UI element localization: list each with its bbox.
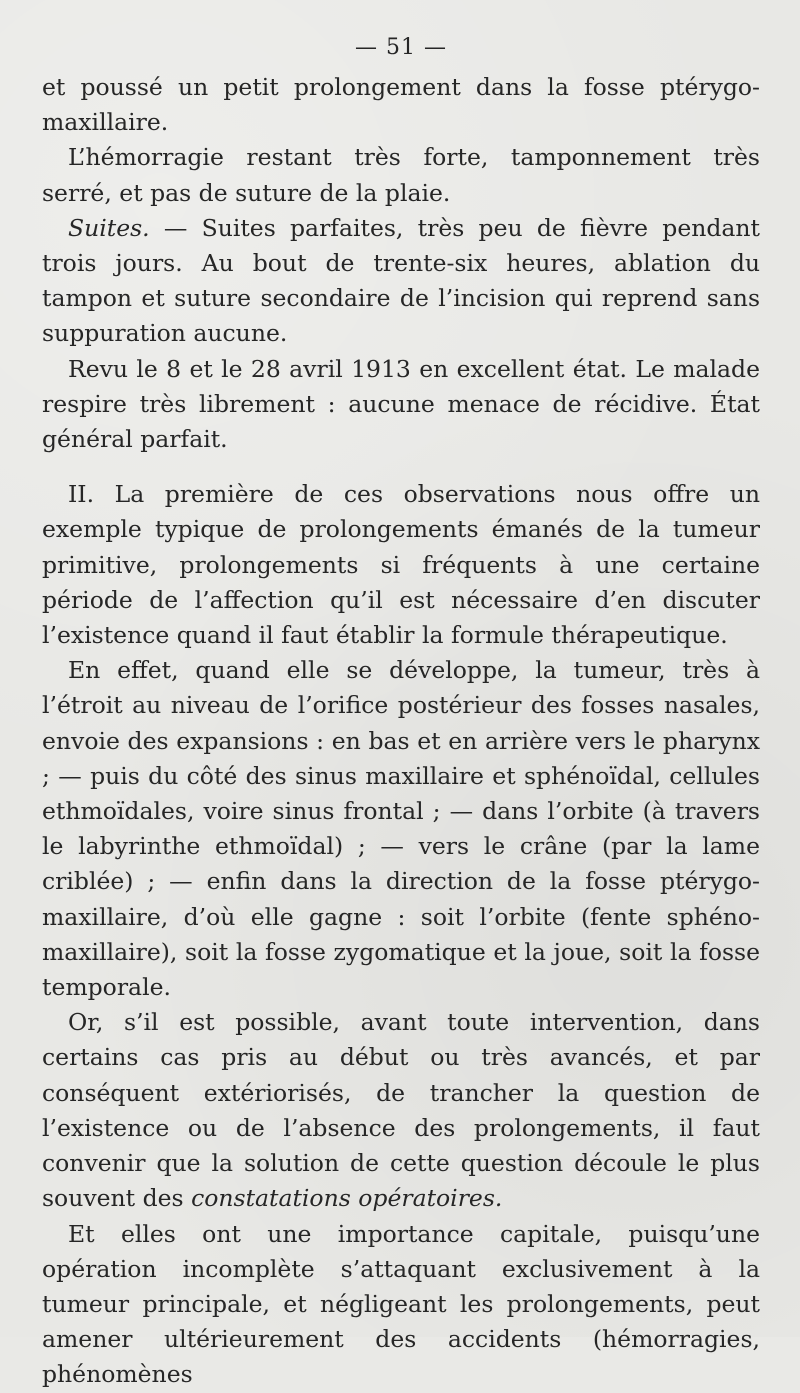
paragraph-1 — [42, 70, 760, 140]
paragraph-4-text: Revu le 8 et le 28 avril 1913 en excellent état. Le malade respire très librement : aucune menace de récidive. État général parfait. — [42, 354, 760, 454]
paragraph-2-text: L’hémorragie restant très forte, tamponnement très serré, et pas de suture de la plaie. — [42, 143, 760, 207]
page-number: — 51 — — [355, 35, 447, 60]
paragraph-6-text: En effet, quand elle se développe, la tumeur, très à l’étroit au niveau de l’orifice postérieur des fosses nasales, envoie des expansions : en bas et en arrière vers le pharynx ; — puis du côté des sinus maxillaire et sphénoïdal, cellules ethmoïdales, voire sinus frontal ; — dans l’orbite (à travers le labyrinthe ethmoïdal) ; — vers le crâne (par la lame criblée) ; — enfin dans la direction de la fosse ptérygo-maxillaire, d’où elle gagne : soit l’orbite (fente sphéno-maxillaire), soit la fosse zygomatique et la joue, soit la fosse temporale. — [42, 656, 760, 1002]
paragraph-1-text: et poussé un petit prolongement dans la fosse ptérygo-maxillaire. — [42, 73, 760, 137]
body-text — [42, 70, 760, 1393]
paragraph-4 — [42, 352, 760, 458]
paragraph-7 — [42, 1005, 760, 1216]
paragraph-7-text: Or, s’il est possible, avant toute intervention, dans certains cas pris au début ou très avancés, et par conséquent extériorisés, de trancher la question de l’existence ou de l’absence des prolongements, il faut convenir que la solution de cette question découle le plus souvent des — [42, 1008, 760, 1213]
paragraph-8 — [42, 1217, 760, 1393]
paragraph-6 — [42, 653, 760, 1005]
paragraph-7-emphasis: constatations opératoires. — [191, 1184, 503, 1213]
paragraph-5 — [42, 477, 760, 653]
paragraph-5-text: II. La première de ces observations nous offre un exemple typique de prolongements émanés de la tumeur primitive, prolongements si fréquents à une certaine période de l’affection qu’il est nécessaire d’en discuter l’existence quand il faut établir la formule thérapeutique. — [42, 480, 760, 650]
paragraph-8-text: Et elles ont une importance capitale, puisqu’une opération incomplète s’attaquant exclusivement à la tumeur principale, et négligeant les prolongements, peut amener ultérieurement des accidents (hémorragies, phénomènes — [42, 1219, 760, 1389]
paragraph-3-lead: Suites. — [68, 213, 150, 242]
paragraph-3-text: — Suites parfaites, très peu de fièvre pendant trois jours. Au bout de trente-six heures, ablation du tampon et suture secondaire de l’incision qui reprend sans suppuration aucune. — [42, 213, 760, 348]
paragraph-3 — [42, 211, 760, 352]
paragraph-2 — [42, 140, 760, 210]
